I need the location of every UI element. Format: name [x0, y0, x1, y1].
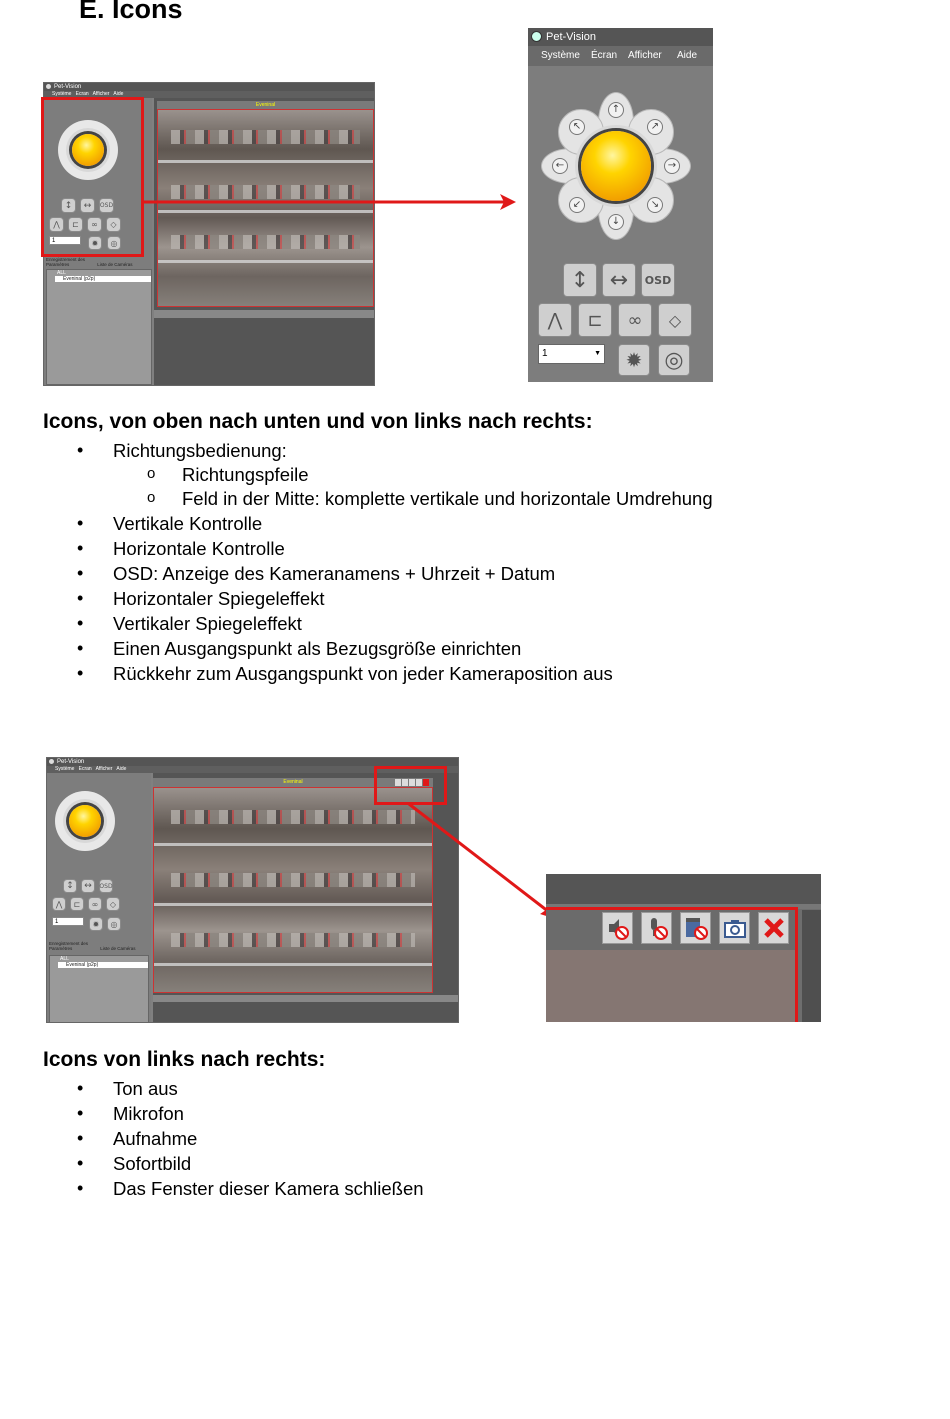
zoom-menu-bar — [528, 46, 713, 66]
section2-list — [45, 1076, 925, 1201]
zoom-osd-button[interactable]: OSD — [641, 263, 675, 297]
menu-item-aide[interactable]: Aide — [116, 766, 127, 772]
list-item: • Das Fenster dieser Kamera schließen — [45, 1176, 925, 1201]
arrow-up-left-icon[interactable]: ↖ — [569, 119, 585, 135]
tab-parametres[interactable]: Enregistrement des Paramètres — [46, 257, 86, 267]
mute-icon[interactable] — [602, 912, 633, 944]
video-area — [154, 98, 374, 385]
zoom-menu-ecran[interactable]: Écran — [591, 50, 618, 61]
zoom-menu-systeme[interactable]: Système — [541, 50, 580, 61]
status-strip — [153, 995, 458, 1002]
camera-label: Eveninal — [153, 778, 433, 787]
return-home-icon[interactable]: ◇ — [106, 217, 121, 232]
tree-camera-item[interactable]: Eveninal (p2p) — [55, 276, 151, 282]
arrow-down-left-icon[interactable]: ↙ — [569, 197, 585, 213]
window-titlebar — [47, 758, 458, 766]
camera-tree — [49, 955, 149, 1023]
zoomed-camera-toolbar — [546, 874, 821, 1022]
preset-select[interactable]: 1 — [49, 236, 81, 245]
zoom-horizontal-mirror-icon[interactable]: ⋀ — [538, 303, 572, 337]
section1-list — [45, 438, 925, 686]
list-item: • Horizontaler Spiegeleffekt — [45, 586, 925, 611]
record-icon[interactable] — [680, 912, 711, 944]
list-item: • Ton aus — [45, 1076, 925, 1101]
horizontal-mirror-icon[interactable]: ⋀ — [49, 217, 64, 232]
tree-headers — [49, 941, 149, 951]
camera-label: Eveninal — [157, 101, 374, 109]
app-logo-icon — [531, 31, 542, 42]
camera-frame-edge-right — [795, 907, 798, 1022]
tab-cameras[interactable]: Liste de Caméras — [100, 946, 136, 951]
osd-button[interactable]: OSD — [99, 879, 113, 893]
camera-tree — [46, 269, 152, 385]
list-item: • Mikrofon — [45, 1101, 925, 1126]
sublist-item: o Richtungspfeile — [45, 463, 925, 487]
arrow-up-icon[interactable]: ↑ — [608, 102, 624, 118]
zoom-record-target-icon[interactable]: ◎ — [658, 344, 690, 376]
callout-arrow-2 — [405, 800, 565, 925]
menu-item-systeme[interactable]: Système — [55, 766, 75, 772]
menu-item-afficher[interactable]: Afficher — [92, 91, 110, 97]
list-item — [45, 438, 925, 511]
camera-frame-edge-top — [546, 907, 798, 910]
record-target-icon[interactable]: ◎ — [107, 917, 121, 931]
chevron-down-icon: ▼ — [594, 350, 601, 357]
return-home-icon[interactable]: ◇ — [106, 897, 120, 911]
section2-heading: Icons von links nach rechts: — [43, 1048, 326, 1071]
sublist — [45, 463, 925, 511]
menu-item-systeme[interactable]: Système — [52, 91, 72, 97]
menu-item-ecran[interactable]: Écran — [75, 91, 89, 97]
settings-gear-icon[interactable]: ✹ — [89, 917, 103, 931]
section-title: E. Icons — [79, 0, 183, 24]
list-item-text: Richtungsbedienung: — [113, 440, 287, 461]
zoom-camera-image — [546, 950, 798, 1022]
arrow-up-right-icon[interactable]: ↗ — [647, 119, 663, 135]
list-item: • Vertikale Kontrolle — [45, 511, 925, 536]
zoom-vertical-control-icon[interactable]: ↕ — [563, 263, 597, 297]
app-logo-icon — [49, 759, 54, 764]
tree-camera-item[interactable]: Eveninal (p2p) — [58, 962, 148, 968]
osd-button[interactable]: OSD — [99, 198, 114, 213]
status-strip — [154, 310, 374, 318]
sublist-item: o Feld in der Mitte: komplette vertikale und horizontale Umdrehung — [45, 487, 925, 511]
menu-item-aide[interactable]: Aide — [113, 91, 124, 97]
preset-select[interactable]: 1 — [52, 917, 84, 926]
zoom-set-home-icon[interactable]: ∞ — [618, 303, 652, 337]
vertical-mirror-icon[interactable]: ⊏ — [70, 897, 84, 911]
horizontal-mirror-icon[interactable]: ⋀ — [52, 897, 66, 911]
arrow-down-icon[interactable]: ↓ — [608, 214, 624, 230]
vertical-control-icon[interactable]: ↕ — [61, 198, 76, 213]
horizontal-control-icon[interactable]: ↔ — [80, 198, 95, 213]
app-logo-icon — [46, 84, 51, 89]
menu-item-ecran[interactable]: Écran — [78, 766, 92, 772]
callout-arrow-1 — [140, 190, 520, 214]
zoom-preset-select[interactable] — [538, 344, 605, 364]
window-titlebar — [44, 83, 374, 91]
set-home-icon[interactable]: ∞ — [87, 217, 102, 232]
zoom-top-strip — [546, 874, 821, 904]
zoom-rotate-center-button[interactable] — [581, 131, 651, 201]
zoom-menu-aide[interactable]: Aide — [677, 50, 698, 61]
snapshot-icon[interactable] — [719, 912, 750, 944]
zoom-menu-afficher[interactable]: Afficher — [628, 50, 662, 61]
menu-item-afficher[interactable]: Afficher — [95, 766, 113, 772]
list-item: • Horizontale Kontrolle — [45, 536, 925, 561]
zoom-return-home-icon[interactable]: ◇ — [658, 303, 692, 337]
vertical-control-icon[interactable]: ↕ — [63, 879, 77, 893]
tree-headers — [46, 257, 150, 267]
arrow-right-icon[interactable]: → — [664, 158, 680, 174]
zoomed-control-panel — [528, 28, 713, 382]
microphone-icon[interactable] — [641, 912, 672, 944]
settings-gear-icon[interactable]: ✹ — [88, 236, 102, 250]
zoom-window-title: Pet-Vision — [546, 31, 596, 43]
list-item: • Vertikaler Spiegeleffekt — [45, 611, 925, 636]
tree-root-item[interactable]: ALL — [57, 270, 66, 276]
control-panel — [47, 773, 151, 1022]
camera-toolbar — [602, 912, 792, 944]
zoom-settings-gear-icon[interactable]: ✹ — [618, 344, 650, 376]
highlight-frame-controls — [41, 97, 144, 257]
list-item: • Sofortbild — [45, 1151, 925, 1176]
close-icon[interactable] — [758, 912, 789, 944]
tab-cameras[interactable]: Liste de Caméras — [97, 262, 133, 267]
rotate-center-button[interactable] — [69, 805, 101, 837]
arrow-left-icon[interactable]: ← — [552, 158, 568, 174]
arrow-down-right-icon[interactable]: ↘ — [647, 197, 663, 213]
zoom-titlebar — [528, 28, 713, 46]
zoom-vertical-mirror-icon[interactable]: ⊏ — [578, 303, 612, 337]
zoom-horizontal-control-icon[interactable]: ↔ — [602, 263, 636, 297]
list-item: • Einen Ausgangspunkt als Bezugsgröße einrichten — [45, 636, 925, 661]
list-item: • Aufnahme — [45, 1126, 925, 1151]
window-title: Pet-Vision — [57, 759, 85, 765]
zoom-preset-value: 1 — [542, 348, 548, 359]
record-target-icon[interactable]: ◎ — [107, 236, 121, 250]
horizontal-control-icon[interactable]: ↔ — [81, 879, 95, 893]
tab-parametres[interactable]: Enregistrement des Paramètres — [49, 941, 89, 951]
zoom-direction-pad — [541, 92, 691, 240]
window-title: Pet-Vision — [54, 84, 82, 90]
list-item: • Rückkehr zum Ausgangspunkt von jeder Kameraposition aus — [45, 661, 925, 686]
set-home-icon[interactable]: ∞ — [88, 897, 102, 911]
camera-view — [153, 778, 433, 993]
section1-heading: Icons, von oben nach unten und von links nach rechts: — [43, 410, 593, 433]
list-item: • OSD: Anzeige des Kameranamens + Uhrzeit + Datum — [45, 561, 925, 586]
tree-root-item[interactable]: ALL — [60, 956, 69, 962]
vertical-mirror-icon[interactable]: ⊏ — [68, 217, 83, 232]
camera-image — [153, 787, 433, 993]
